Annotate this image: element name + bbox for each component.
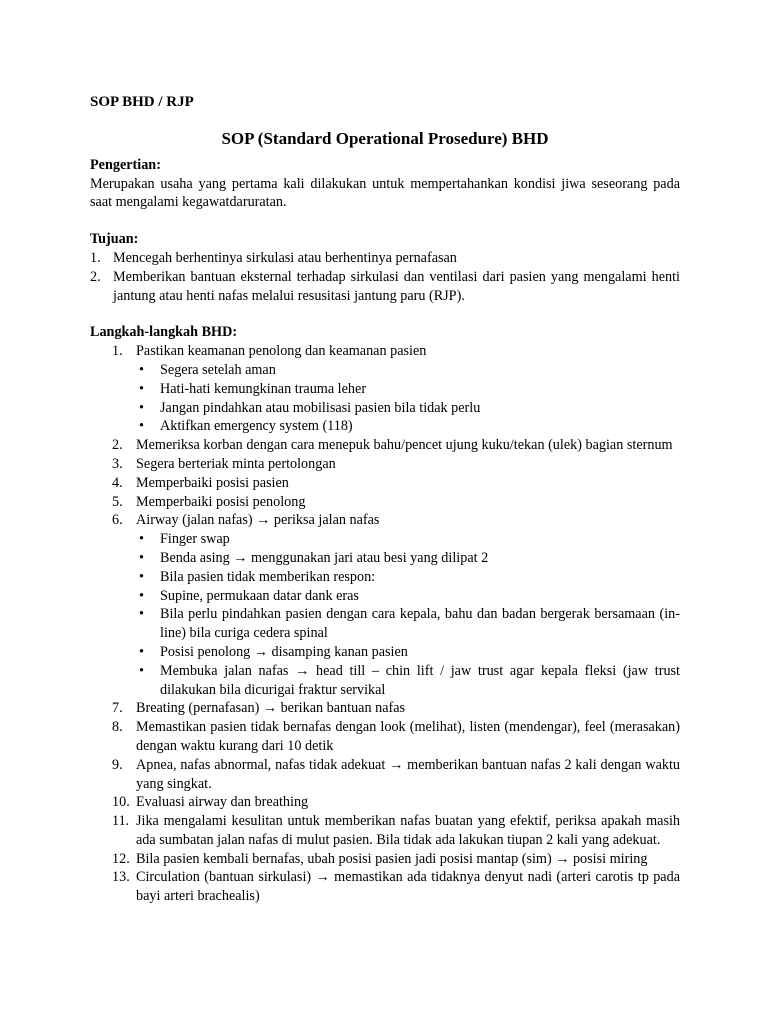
section-tujuan — [90, 230, 680, 305]
bullet-icon: • — [139, 549, 144, 566]
item-number: 8. — [112, 719, 123, 736]
list-item — [90, 268, 680, 306]
section-langkah — [90, 323, 680, 906]
item-text: Memperbaiki posisi pasien — [136, 474, 289, 491]
bullet-item — [136, 549, 680, 568]
list-item — [90, 249, 680, 268]
bullet-text: Bila perlu pindahkan pasien dengan cara kepala, bahu dan badan bergerak bersamaan (in-line) bila curiga cedera spinal — [160, 606, 680, 642]
spacer — [90, 305, 680, 323]
bullet-text: Finger swap — [160, 531, 230, 548]
pengertian-text: Merupakan usaha yang pertama kali dilakukan untuk mempertahankan kondisi jiwa seseorang pada saat mengalami kegawatdaruratan. — [90, 175, 680, 211]
item-number: 5. — [112, 493, 123, 510]
item-text: Bila pasien kembali bernafas, ubah posisi pasien jadi posisi mantap (sim) → posisi miring — [136, 850, 648, 867]
item-number: 4. — [112, 474, 123, 491]
list-item — [90, 699, 680, 718]
spacer — [90, 212, 680, 230]
bullet-item — [136, 417, 680, 436]
bullet-text: Bila pasien tidak memberikan respon: — [160, 568, 376, 585]
item-number: 1. — [112, 343, 123, 360]
bullet-icon: • — [139, 643, 144, 660]
bullet-item — [136, 662, 680, 700]
langkah-label: Langkah-langkah BHD: — [90, 324, 238, 341]
bullet-icon: • — [139, 418, 144, 435]
bullet-list — [136, 530, 680, 699]
list-item — [90, 455, 680, 474]
list-item — [90, 493, 680, 512]
list-item — [90, 868, 680, 906]
item-text: Memastikan pasien tidak bernafas dengan look (melihat), listen (mendengar), feel (merasakan) dengan waktu kurang dari 10 detik — [136, 719, 680, 754]
item-text: Airway (jalan nafas) → periksa jalan nafas — [136, 512, 380, 529]
bullet-item — [136, 568, 680, 587]
item-text: Breating (pernafasan) → berikan bantuan nafas — [136, 700, 406, 717]
bullet-icon: • — [139, 606, 144, 623]
list-item — [90, 436, 680, 455]
item-text: Evaluasi airway dan breathing — [136, 794, 309, 811]
item-number: 10. — [112, 794, 130, 811]
item-number: 9. — [112, 756, 123, 773]
bullet-text: Membuka jalan nafas → head till – chin lift / jaw trust agar kepala fleksi (jaw trust dilakukan bila dicurigai fraktur servikal — [160, 662, 680, 698]
item-text: Memperbaiki posisi penolong — [136, 493, 306, 510]
bullet-text: Hati-hati kemungkinan trauma leher — [160, 380, 367, 397]
item-number: 6. — [112, 512, 123, 529]
item-text: Segera berteriak minta pertolongan — [136, 455, 336, 472]
list-item — [90, 474, 680, 493]
list-item — [90, 511, 680, 699]
pengertian-label: Pengertian: — [90, 156, 161, 173]
list-item — [90, 718, 680, 756]
list-item — [90, 756, 680, 794]
item-text: Jika mengalami kesulitan untuk memberikan nafas buatan yang efektif, periksa apakah masih ada sumbatan jalan nafas di mulut pasien. Bila tidak ada lakukan tiupan 2 kali yang adekuat. — [136, 813, 680, 848]
bullet-item — [136, 643, 680, 662]
item-text: Pastikan keamanan penolong dan keamanan pasien — [136, 343, 427, 360]
item-number: 1. — [90, 249, 101, 266]
bullet-text: Posisi penolong → disamping kanan pasien — [160, 643, 408, 660]
list-item — [90, 793, 680, 812]
section-pengertian — [90, 156, 680, 212]
bullet-icon: • — [139, 399, 144, 416]
list-item — [90, 342, 680, 436]
item-text: Circulation (bantuan sirkulasi) → memastikan ada tidaknya denyut nadi (arteri carotis tp pada bayi arteri brachealis) — [136, 869, 680, 905]
bullet-item — [136, 605, 680, 643]
bullet-text: Aktifkan emergency system (118) — [160, 418, 353, 435]
item-number: 3. — [112, 455, 123, 472]
item-number: 2. — [90, 268, 101, 285]
bullet-icon: • — [139, 531, 144, 548]
item-number: 2. — [112, 437, 123, 454]
bullet-text: Benda asing → menggunakan jari atau besi yang dilipat 2 — [160, 549, 489, 566]
bullet-item — [136, 530, 680, 549]
item-text: Apnea, nafas abnormal, nafas tidak adekuat → memberikan bantuan nafas 2 kali dengan waktu yang singkat. — [136, 756, 680, 792]
item-number: 7. — [112, 700, 123, 717]
bullet-icon: • — [139, 568, 144, 585]
item-text: Memberikan bantuan eksternal terhadap sirkulasi dan ventilasi dari pasien yang mengalami henti jantung atau henti nafas melalui resusitasi jantung paru (RJP). — [113, 268, 680, 304]
bullet-list — [136, 361, 680, 436]
tujuan-list — [90, 249, 680, 305]
bullet-icon: • — [139, 361, 144, 378]
bullet-item — [136, 361, 680, 380]
document-heading: SOP BHD / RJP — [90, 94, 194, 110]
document-title: SOP (Standard Operational Prosedure) BHD — [221, 128, 549, 148]
item-number: 13. — [112, 869, 130, 886]
bullet-item — [136, 380, 680, 399]
item-text: Memeriksa korban dengan cara menepuk bahu/pencet ujung kuku/tekan (ulek) bagian sternum — [136, 437, 673, 454]
langkah-list — [90, 342, 680, 906]
item-number: 12. — [112, 850, 130, 867]
item-number: 11. — [112, 813, 130, 830]
list-item — [90, 812, 680, 850]
item-text: Mencegah berhentinya sirkulasi atau berhentinya pernafasan — [113, 249, 457, 266]
tujuan-label: Tujuan: — [90, 231, 139, 248]
bullet-icon: • — [139, 380, 144, 397]
bullet-icon: • — [139, 587, 144, 604]
bullet-icon: • — [139, 662, 144, 679]
bullet-text: Segera setelah aman — [160, 361, 276, 378]
bullet-item — [136, 587, 680, 606]
bullet-text: Jangan pindahkan atau mobilisasi pasien bila tidak perlu — [160, 399, 481, 416]
bullet-item — [136, 399, 680, 418]
bullet-text: Supine, permukaan datar dank eras — [160, 587, 359, 604]
list-item — [90, 850, 680, 869]
